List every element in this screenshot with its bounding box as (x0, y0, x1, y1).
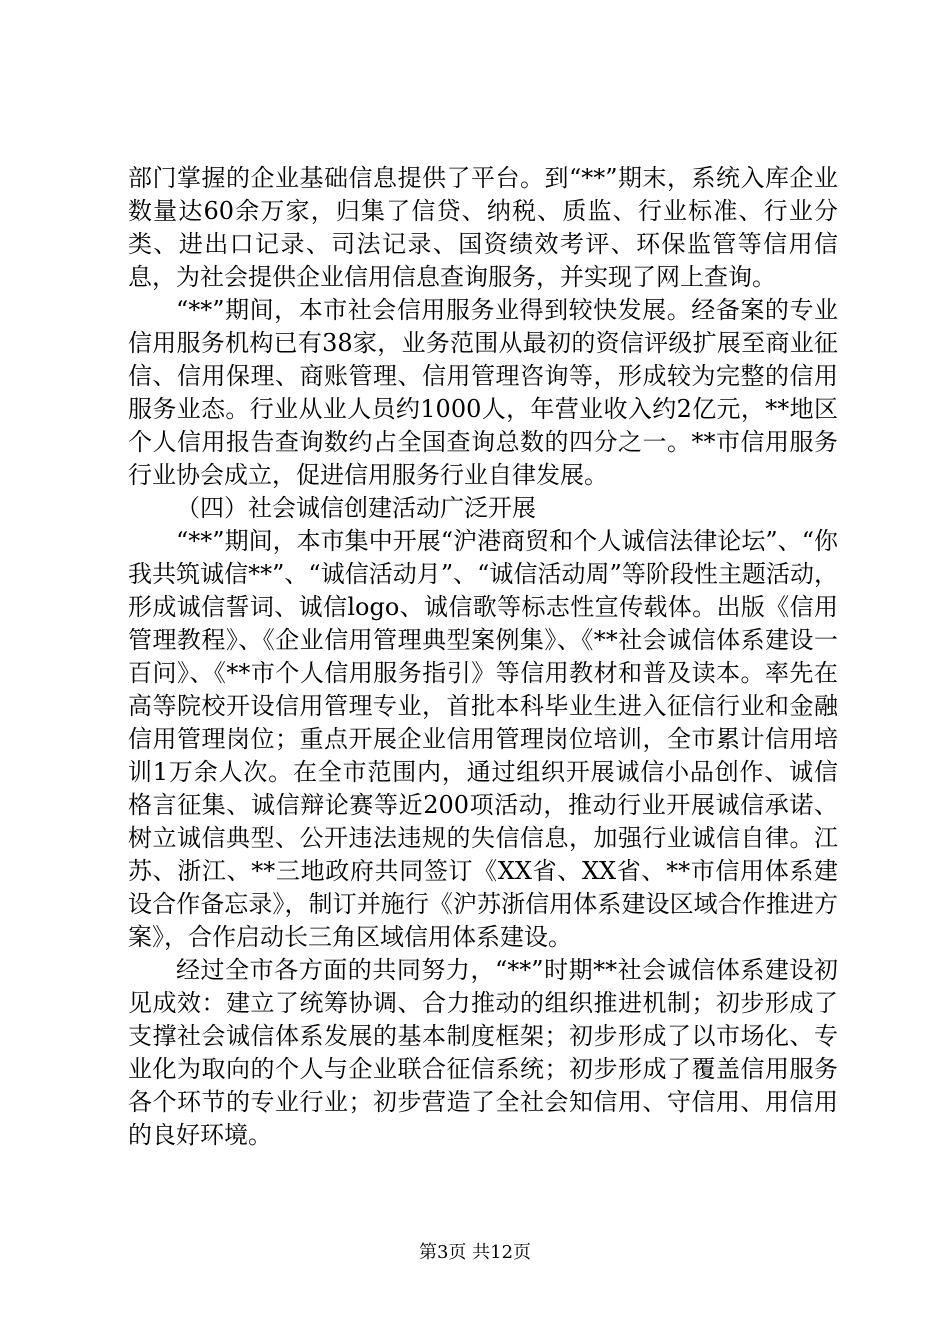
paragraph-credit-service: “**”期间，本市社会信用服务业得到较快发展。经备案的专业信用服务机构已有38家，业务范围从最初的资信评级扩展至商业征信、信用保理、商账管理、信用管理咨询等，形成较为完整的信用服务业态。行业从业人员约1000人，年营业收入约2亿元，**地区个人信用报告查询数约占全国查询总数的四分之一。**市信用服务行业协会成立，促进信用服务行业自律发展。 (128, 296, 838, 489)
document-body (128, 162, 838, 1152)
paragraph-summary: 经过全市各方面的共同努力，“**”时期**社会诚信体系建设初见成效：建立了统筹协调、合力推动的组织推进机制；初步形成了支撑社会诚信体系发展的基本制度框架；初步形成了以市场化、专业化为取向的个人与企业联合征信系统；初步形成了覆盖信用服务各个环节的专业行业；初步营造了全社会知信用、守信用、用信用的良好环境。 (128, 956, 838, 1149)
section-heading: （四）社会诚信创建活动广泛开展 (176, 494, 536, 522)
paragraph-continued: 部门掌握的企业基础信息提供了平台。到“**”期末，系统入库企业数量达60余万家，归集了信贷、纳税、质监、行业标准、行业分类、进出口记录、司法记录、国资绩效考评、环保监管等信用信息，为社会提供企业信用信息查询服务，并实现了网上查询。 (128, 164, 838, 291)
paragraph-integrity-activities: “**”期间，本市集中开展“沪港商贸和个人诚信法律论坛”、“你我共筑诚信**”、“诚信活动月”、“诚信活动周”等阶段性主题活动，形成诚信誓词、诚信logo、诚信歌等标志性宣传载体。出版《信用管理教程》、《企业信用管理典型案例集》、《**社会诚信体系建设一百问》、《**市个人信用服务指引》等信用教材和普及读本。率先在高等院校开设信用管理专业，首批本科毕业生进入征信行业和金融信用管理岗位；重点开展企业信用管理岗位培训，全市累计信用培训1万余人次。在全市范围内，通过组织开展诚信小品创作、诚信格言征集、诚信辩论赛等近200项活动，推动行业开展诚信承诺、树立诚信典型、公开违法违规的失信信息，加强行业诚信自律。江苏、浙江、**三地政府共同签订《XX省、XX省、**市信用体系建设合作备忘录》，制订并施行《沪苏浙信用体系建设区域合作推进方案》，合作启动长三角区域信用体系建设。 (128, 527, 838, 951)
page-number-footer: 第3页 共12页 (418, 1242, 532, 1263)
